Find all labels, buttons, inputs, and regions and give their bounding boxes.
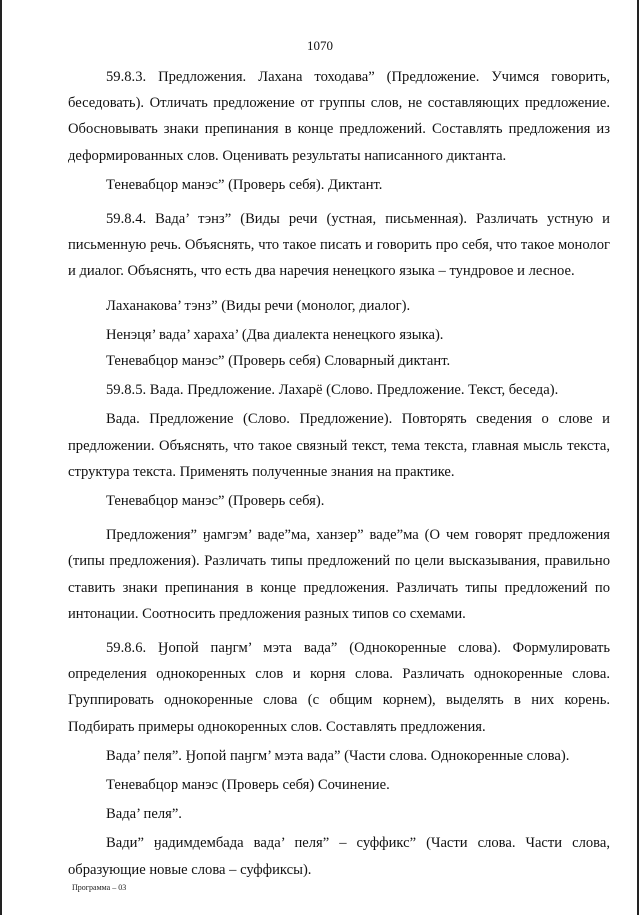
paragraph-suffixes: Вади” ӈадимдембада вада’ пеля” – суффикс” (Части слова. Части слова, образующие новые слова – суффиксы). — [68, 835, 610, 878]
paragraph-check-self: Теневабцор манэс” (Проверь себя). — [106, 493, 325, 510]
paragraph-sentence-types: Предложения” ӈамгэм’ ваде”ма, ханзер” ваде”ма (О чем говорят предложения (типы предложения). Различать типы предложений по цели высказывания, правильно ставить знаки препинания в конце предложения. Различать типы предложений по интонации. Соотносить предложения разных типов со схемами. — [68, 527, 610, 622]
paragraph-check-essay: Теневабцор манэс (Проверь себя) Сочинение. — [106, 777, 390, 794]
paragraph-word-sentence: Вада. Предложение (Слово. Предложение). Повторять сведения о слове и предложении. Объяснять, что такое связный текст, тема текста, главная мысль текста, структура текста. Применять полученные знания на практике. — [68, 411, 610, 480]
paragraph-59-8-4: 59.8.4. Вада’ тэнз” (Виды речи (устная, письменная). Различать устную и письменную речь. Объяснять, что такое писать и говорить про себя, что такое монолог и диалог. Объяснять, что есть два наречия ненецкого языка – тундровое и лесное. — [68, 211, 610, 280]
paragraph-dialects: Ненэця’ вада’ хараха’ (Два диалекта ненецкого языка). — [106, 326, 444, 343]
paragraph-check-dictation: Теневабцор манэс” (Проверь себя). Диктант. — [106, 176, 383, 193]
paragraph-59-8-6: 59.8.6. Ӈопой паӈгм’ мэта вада” (Однокоренные слова). Формулировать определения однокоренных слов и корня слова. Различать однокоренные слова. Группировать однокоренные слова (с общим корнем), выделять в них корень. Подбирать примеры однокоренных слов. Составлять предложения. — [68, 640, 610, 735]
paragraph-check-vocab-dictation: Теневабцор манэс” (Проверь себя) Словарный диктант. — [106, 353, 451, 370]
scan-border-right — [637, 0, 639, 915]
paragraph-59-8-5: 59.8.5. Вада. Предложение. Лахарё (Слово. Предложение. Текст, беседа). — [106, 382, 559, 399]
paragraph-59-8-3: 59.8.3. Предложения. Лахана тоходава” (Предложение. Учимся говорить, беседовать). Отличать предложение от группы слов, не составляющих предложение. Обосновывать знаки препинания в конце предложений. Составлять предложения из деформированных слов. Оценивать результаты написанного диктанта. — [68, 69, 610, 164]
document-body — [68, 64, 610, 883]
footer-program-label: Программа – 03 — [72, 883, 127, 892]
page-number: 1070 — [307, 38, 333, 53]
paragraph-word-parts-short: Вада’ пеля”. — [106, 806, 182, 823]
paragraph-word-parts: Вада’ пеля”. Ӈопой паӈгм’ мэта вада” (Части слова. Однокоренные слова). — [106, 747, 570, 764]
scan-border-left — [0, 0, 2, 915]
paragraph-speech-types: Лаханакова’ тэнз” (Виды речи (монолог, диалог). — [106, 297, 411, 314]
